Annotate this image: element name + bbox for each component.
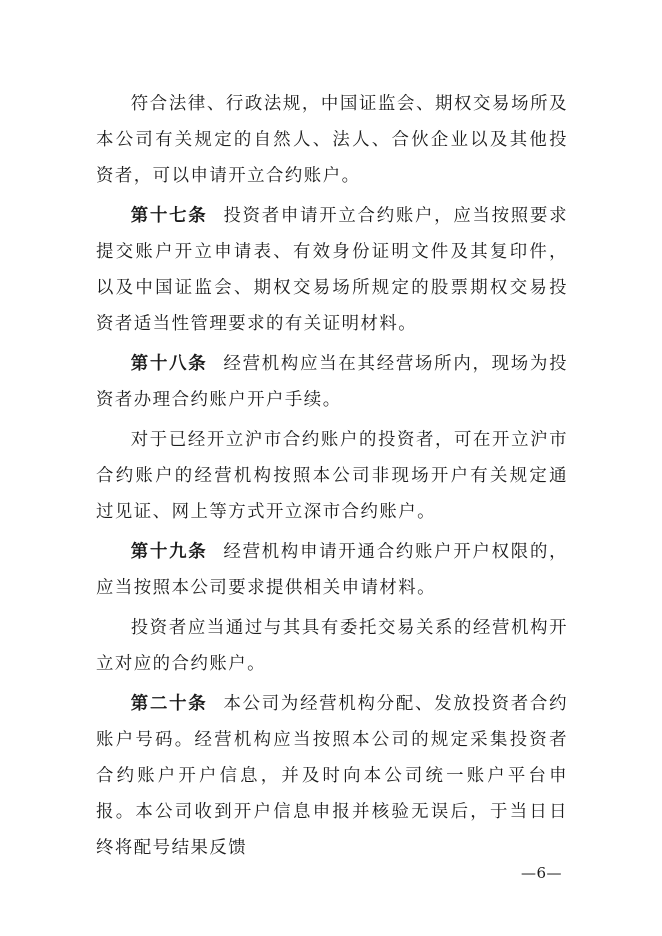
article-18-text: 经营机构应当在其经营场所内，现场为投资者办理合约账户开户手续。 (96, 354, 568, 410)
article-20 (96, 686, 568, 866)
page-number: —6— (520, 864, 562, 882)
article-17 (96, 198, 568, 342)
article-18 (96, 346, 568, 418)
article-19 (96, 534, 568, 606)
article-19-text: 经营机构申请开通合约账户开户权限的，应当按照本公司要求提供相关申请材料。 (96, 542, 568, 598)
paragraph-4-text: 对于已经开立沪市合约账户的投资者，可在开立沪市合约账户的经营机构按照本公司非现场开户有关规定通过见证、网上等方式开立深市合约账户。 (96, 430, 568, 522)
article-18-heading: 第十八条 (130, 354, 208, 374)
article-19-heading: 第十九条 (130, 542, 208, 562)
paragraph-1-text: 符合法律、行政法规，中国证监会、期权交易场所及本公司有关规定的自然人、法人、合伙企业以及其他投资者，可以申请开立合约账户。 (96, 94, 568, 186)
paragraph-6-text: 投资者应当通过与其具有委托交易关系的经营机构开立对应的合约账户。 (96, 618, 568, 674)
document-body (96, 86, 568, 870)
paragraph-6 (96, 610, 568, 682)
article-20-heading: 第二十条 (130, 694, 208, 714)
article-17-heading: 第十七条 (130, 206, 208, 226)
article-20-text: 本公司为经营机构分配、发放投资者合约账户号码。经营机构应当按照本公司的规定采集投资者合约账户开户信息，并及时向本公司统一账户平台申报。本公司收到开户信息申报并核验无误后，于当日日终将配号结果反馈 (96, 694, 568, 858)
article-17-text: 投资者申请开立合约账户，应当按照要求提交账户开立申请表、有效身份证明文件及其复印件，以及中国证监会、期权交易场所规定的股票期权交易投资者适当性管理要求的有关证明材料。 (96, 206, 568, 334)
paragraph-1 (96, 86, 568, 194)
paragraph-4 (96, 422, 568, 530)
